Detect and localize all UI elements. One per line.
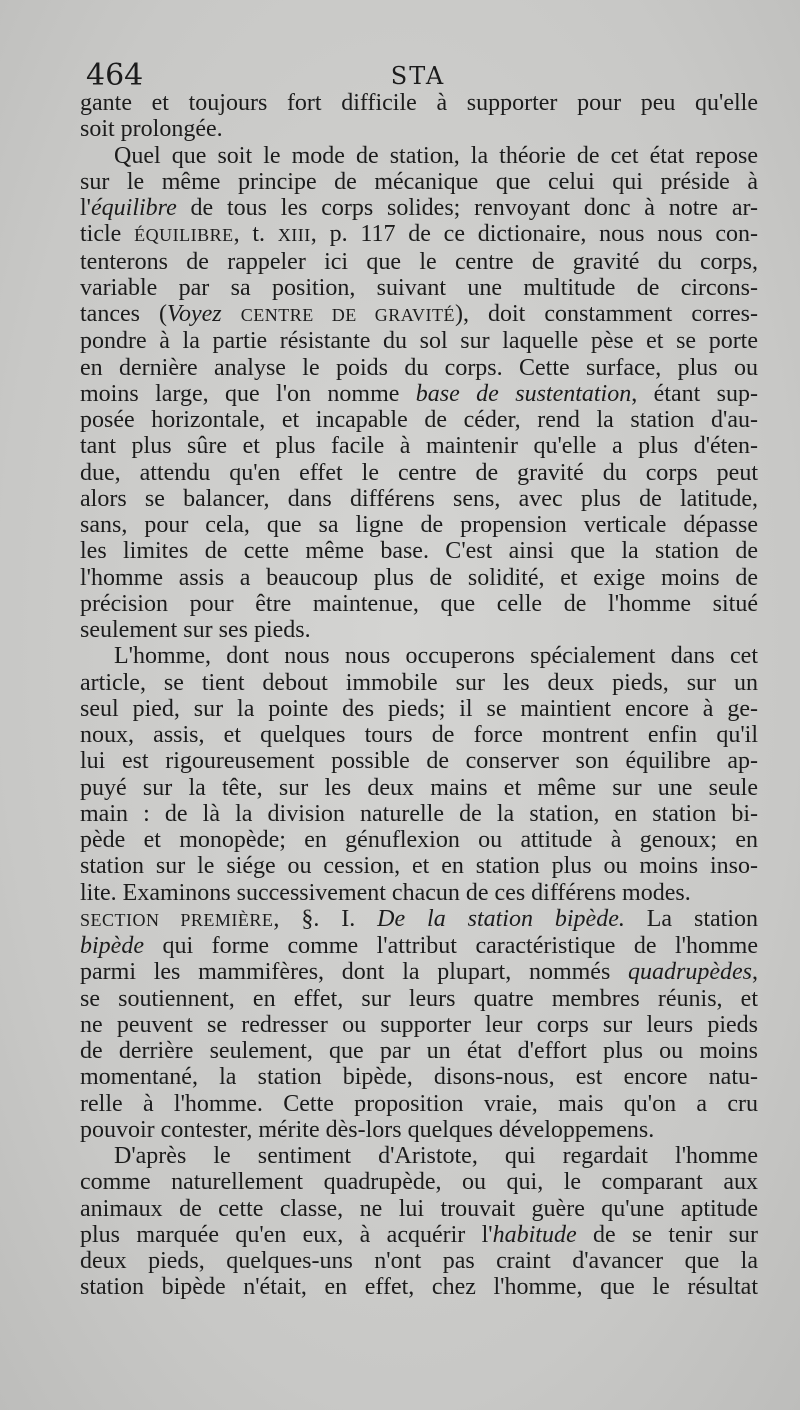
- text-line: tances (Voyez CENTRE DE GRAVITÉ), doit constamment corres-: [80, 301, 758, 327]
- text-line: seul pied, sur la pointe des pieds; il se maintient encore à ge-: [80, 695, 758, 722]
- text-line: pondre à la partie résistante du sol sur laquelle pèse et se porte: [80, 328, 758, 355]
- text-line: ticle ÉQUILIBRE, t. XIII, p. 117 de ce dictionaire, nous nous con-: [80, 221, 759, 248]
- text-line: posée horizontale, et incapable de céder, rend la station d'au-: [80, 407, 758, 433]
- text-line: main : de là la division naturelle de la station, en station bi-: [80, 800, 758, 827]
- text-line: tenterons de rappeler ici que le centre de gravité du corps,: [80, 248, 758, 275]
- text-line: précision pour être maintenue, que celle de l'homme situé: [80, 590, 758, 617]
- text-line: se soutiennent, en effet, sur leurs quatre membres réunis, et: [80, 985, 758, 1012]
- text-line: seulement sur ses pieds.: [80, 617, 311, 643]
- text-line: l'homme assis a beaucoup plus de solidité, et exige moins de: [80, 564, 758, 591]
- text-line: l'équilibre de tous les corps solides; renvoyant donc à notre ar-: [80, 195, 758, 221]
- page-number: 464: [86, 58, 144, 93]
- text-line: variable par sa position, suivant une multitude de circons-: [80, 274, 758, 301]
- text-line: station bipède n'était, en effet, chez l'homme, que le résultat: [80, 1274, 758, 1301]
- text-line: due, attendu qu'en effet le centre de gravité du corps peut: [80, 459, 758, 486]
- text-line: puyé sur la tête, sur les deux mains et même sur une seule: [80, 774, 758, 801]
- text-line: animaux de cette classe, ne lui trouvait guère qu'une aptitude: [80, 1195, 758, 1222]
- text-line: de derrière seulement, que par un état d'effort plus ou moins: [80, 1038, 758, 1064]
- text-line: plus marquée qu'en eux, à acquérir l'habitude de se tenir sur: [80, 1221, 758, 1248]
- text-line: sur le même principe de mécanique que celui qui préside à: [80, 168, 758, 195]
- text-line: en dernière analyse le poids du corps. Cette surface, plus ou: [80, 354, 758, 381]
- text-line: momentané, la station bipède, disons-nous, est encore natu-: [80, 1064, 758, 1091]
- body-text: [80, 90, 758, 1301]
- text-line: relle à l'homme. Cette proposition vraie, mais qu'on a cru: [80, 1090, 758, 1117]
- text-line: L'homme, dont nous nous occuperons spécialement dans cet: [114, 643, 758, 670]
- text-line: moins large, que l'on nomme base de sustentation, étant sup-: [80, 380, 758, 407]
- text-line: lui est rigoureusement possible de conserver son équilibre ap-: [80, 748, 758, 775]
- text-line: sans, pour cela, que sa ligne de propension verticale dépasse: [80, 512, 758, 538]
- text-line: les limites de cette même base. C'est ainsi que la station de: [80, 538, 758, 565]
- running-head: STA: [390, 62, 446, 90]
- text-line: comme naturellement quadrupède, ou qui, le comparant aux: [80, 1169, 758, 1196]
- text-line: noux, assis, et quelques tours de force montrent enfin qu'il: [80, 722, 758, 748]
- text-line: article, se tient debout immobile sur les deux pieds, sur un: [80, 669, 758, 696]
- text-line: pède et monopède; en génuflexion ou attitude à genoux; en: [80, 827, 758, 853]
- text-line: alors se balancer, dans différens sens, avec plus de latitude,: [80, 485, 758, 512]
- text-line: deux pieds, quelques-uns n'ont pas craint d'avancer que la: [80, 1248, 758, 1274]
- text-line: D'après le sentiment d'Aristote, qui regardait l'homme: [114, 1143, 758, 1169]
- text-line: tant plus sûre et plus facile à maintenir qu'elle a plus d'éten-: [80, 433, 758, 460]
- text-line: lite. Examinons successivement chacun de ces différens modes.: [80, 879, 691, 906]
- page-header: [82, 58, 754, 94]
- text-line: bipède qui forme comme l'attribut caractéristique de l'homme: [80, 933, 758, 959]
- text-line: SECTION PREMIÈRE, §. I. De la station bipède. La station: [80, 905, 758, 932]
- text-line: pouvoir contester, mérite dès-lors quelques développemens.: [80, 1116, 655, 1143]
- text-line: ne peuvent se redresser ou supporter leur corps sur leurs pieds: [80, 1011, 758, 1038]
- text-line: gante et toujours fort difficile à supporter pour peu qu'elle: [80, 90, 758, 116]
- text-line: soit prolongée.: [80, 116, 223, 143]
- text-line: Quel que soit le mode de station, la théorie de cet état repose: [114, 142, 758, 169]
- text-line: parmi les mammifères, dont la plupart, nommés quadrupèdes,: [80, 959, 758, 986]
- text-line: station sur le siége ou cession, et en station plus ou moins inso-: [80, 853, 758, 880]
